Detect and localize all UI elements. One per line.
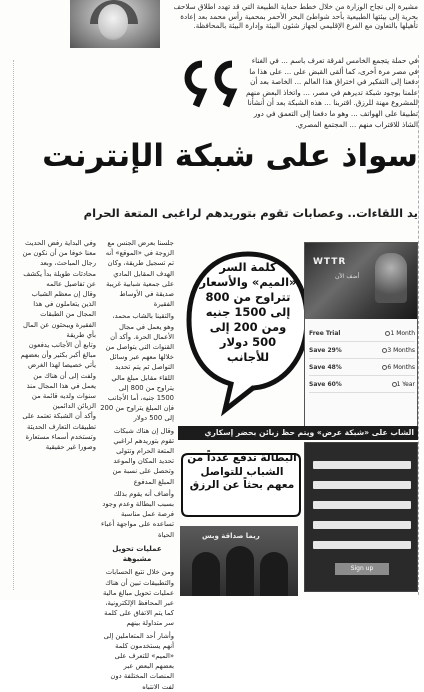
person-silhouette — [260, 552, 288, 596]
unemployment-bubble-text: البطالة تدفع عدداً من الشباب للتواصل معهم بحثاً عن الرزق — [187, 452, 297, 491]
column-rule — [418, 55, 424, 595]
form-field[interactable] — [313, 481, 411, 489]
body-paragraph: والتقينا بالشاب محمد، وهو يعمل في مجال الأعمال الحرة. وأكد أن القنوات التي يتواصل من خلالها معهم عبر وسائل التواصل ثم يتم تحديد اللقاء مقابل مبلغ مالي يتراوح من 800 إلى 1500 جنيه، أما الأجانب فإن المبلغ يتراوح من 200 إلى 500 دولار — [100, 312, 174, 423]
plan-row[interactable] — [309, 325, 415, 342]
signup-button[interactable]: Sign up — [335, 563, 389, 575]
body-paragraph: وقال إن هناك شبكات تقوم بتوريدهم لراغبي المتعة الحرام وتتولى تحديد المكان والموعد وتحصل على نسبة من المبلغ المدفوع — [112, 426, 174, 486]
plan-row[interactable] — [309, 342, 415, 359]
left-page-edge — [0, 60, 14, 590]
body-paragraph: وأكد أن الشبكة تعتمد على تطبيقات التعارف الحديثة وتستخدم أسماء مستعارة وصورا غير حقيقية — [22, 412, 96, 452]
plan-duration: 6 Months — [387, 363, 415, 371]
form-field[interactable] — [313, 521, 411, 529]
photo-caption: الشاب على «شبكة عرض» ويتم حظ زبائن بحضر إسكاري — [178, 426, 418, 440]
body-paragraph: وأشار أحد المتعاملين إلى أنهم يستخدمون كلمة «الميم» للتعرف على بعضهم البعض عبر المنصات المختلفة دون لفت الانتباه — [103, 631, 174, 691]
plan-duration: 1 Year — [396, 380, 415, 388]
app-banner-image — [305, 243, 417, 319]
body-column-b — [18, 238, 96, 596]
body-paragraph: وفي البداية رفض الحديث معنا خوفا من أن نكون من رجال المباحث، وبعد محادثات طويلة بدأ يكشف عن تفاصيل عالمه — [22, 239, 96, 288]
plan-save: Free Trial — [309, 329, 341, 337]
section-subtitle: عمليات تحويل مشبوهة — [112, 543, 162, 564]
price-bubble-text: كلمة السر «الميم» والأسعار تتراوح من 800 إلى 1500 جنيه ومن 200 إلى 500 دولار للأجانب — [199, 260, 297, 364]
banner-figure — [375, 253, 407, 303]
body-paragraph: ومن خلال تتبع الحسابات والتطبيقات تبين أن هناك عمليات تحويل مبالغ مالية عبر المحافظ الإلكترونية، كما يتم الاتفاق على كلمة سر متداولة بينهم — [103, 568, 174, 628]
body-paragraph: وتابع أن الأجانب يدفعون مبالغ أكبر بكثير وأن بعضهم يأتي خصيصا لهذا الغرض — [20, 341, 96, 370]
subheadline: يد اللقاءات.. وعصابات تقوم بتوريدهم لراغبى المتعة الحرام — [83, 206, 418, 220]
app-banner-subtitle: أضف الآن — [335, 273, 360, 280]
body-paragraph: وقال إن معظم الشباب الذين يتعاملون في هذا المجال من الطبقات الفقيرة ويبحثون عن المال بأي طريقة — [23, 290, 96, 339]
headline: سواذ على شبكة الإنترنت — [42, 138, 418, 174]
portrait-face — [98, 4, 128, 40]
plan-save: Save 29% — [309, 346, 342, 354]
plan-save: Save 60% — [309, 380, 342, 388]
form-field[interactable] — [313, 501, 411, 509]
plan-duration: 3 Months — [387, 346, 415, 354]
people-photo — [180, 526, 298, 596]
top-article-text: مشيرة إلى نجاح الوزارة من خلال خطط حماية الطبيعة التي قد تهدد اطلاق سلاحف بحرية إلى بيئتها الطبيعية بأحد شواطئ البحر الأحمر بمحمية رأس محمد بعد إعادة تأهيلها بالتعاون مع الفرع الإقليمي لجهاز شئون البيئة وإدارة البيئة بالمحافظة. — [173, 2, 418, 31]
app-screenshot-panel — [304, 242, 418, 432]
person-silhouette — [192, 552, 220, 596]
quote-marks-icon — [172, 54, 242, 112]
form-field[interactable] — [313, 461, 411, 469]
plan-duration: 1 Month — [390, 329, 415, 337]
body-paragraph: ولفت إلى أن هناك من يعمل في هذا المجال منذ سنوات ولديه قائمة من الزبائن الدائمين — [26, 371, 96, 411]
plan-save: Save 48% — [309, 363, 342, 371]
top-strip — [0, 0, 424, 52]
subscription-plans — [309, 325, 415, 393]
form-field[interactable] — [313, 541, 411, 549]
photo-tag: ربما صداقة وبس — [202, 532, 260, 540]
body-paragraph: جلسنا بعرض الجنس مع الزوجة في «الموقع» أنه تم تسجيل طريقة، وكان الهدف المقابل المادي على جمعية شبابية غريبة صديقة في الأوساط الفقيرة — [105, 239, 174, 309]
person-silhouette — [226, 546, 254, 596]
app-brand: WTTR — [313, 257, 347, 267]
app-signup-screenshot — [304, 442, 418, 592]
portrait-photo — [70, 0, 160, 48]
plan-row[interactable] — [309, 359, 415, 376]
body-column-a — [100, 238, 174, 691]
intro-paragraph: في حملة يتجمع الخامس لفرقة تعرف باسم ... في الغناء في مصر مرة أخرى، كما ألقى القبض على ... على هذا ما دفعنا إلى التفكير في اختراق هذا العالم ... الخاصة بعد أن علمنا بوجود شبكة تديرهم في مصر، ... واتخاذ البعض منهم للمشروع مهنة للرزق. اقتربنا ... هذه الشبكة بعد أن أنشأنا تطبيقا على الهواتف ... وهو ما دفعنا إلى التعمق في دور الشاذ للاقتراب منهم ... المجتمع المصري. — [245, 56, 418, 129]
body-paragraph: وأضاف أنه يقوم بذلك بسبب البطالة وعدم وجود فرصة عمل مناسبة تساعده على مواجهة أعباء الحياة — [101, 489, 174, 539]
plan-row[interactable] — [309, 376, 415, 393]
